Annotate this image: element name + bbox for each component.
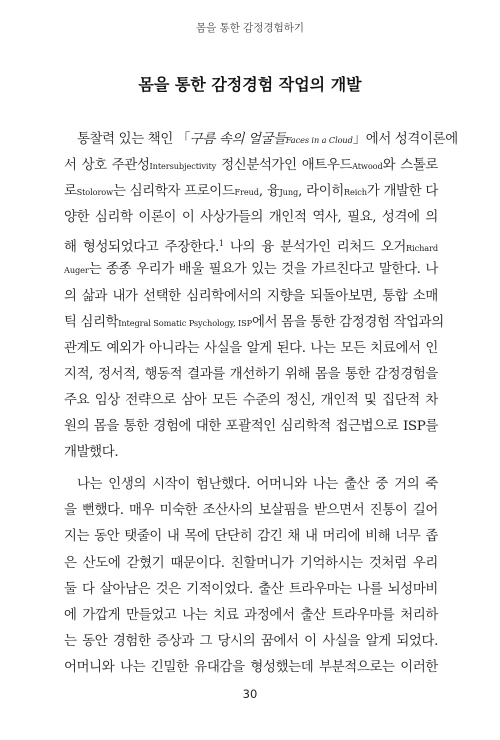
- text-line: 통찰력 있는 책인 「구름 속의 얼굴들Faces in a Cloud」에서 성격이론에: [77, 132, 458, 147]
- text-line: 해 형성되었다고 주장한다.$^1$ 나의 융 분석가인 리처드 오거Richard: [64, 239, 438, 256]
- book-title-english: Faces in a Cloud: [285, 135, 353, 145]
- text-line: 에 가깝게 만들었고 나는 치료 과정에서 출산 트라우마를 처리하: [64, 607, 438, 623]
- text-line: 는 동안 경험한 증상과 그 당시의 꿈에서 이 사실을 알게 되었다.: [64, 633, 438, 649]
- text-line: 개발했다.: [64, 445, 119, 461]
- text-line: 원의 몸을 통한 경험에 대한 포괄적인 심리학적 접근법으로 ISP를: [64, 419, 438, 435]
- english-term: Intersubjectivity: [149, 161, 217, 172]
- text-line: 은 산도에 갇혔기 때문이다. 친할머니가 기억하시는 것처럼 우리: [64, 555, 438, 571]
- book-title: 구름 속의 얼굴들: [189, 132, 286, 147]
- english-term: Reich: [343, 187, 367, 198]
- english-term: Integral Somatic Psychology, ISP: [118, 317, 253, 328]
- text-line: 의 삶과 내가 선택한 심리학에서의 지향을 되돌아보면, 통합 소매: [64, 288, 438, 304]
- text-line: 틱 심리학Integral Somatic Psychology, ISP에서 몸을 통한 감정경험 작업과의: [64, 314, 444, 330]
- english-term: Atwood: [352, 161, 383, 172]
- text-line: 어머니와 나는 긴밀한 유대감을 형성했는데 부분적으로는 이러한: [64, 659, 438, 675]
- english-term: Jung: [279, 187, 299, 198]
- running-header: 몸을 통한 감정경험하기: [195, 22, 305, 34]
- text-line: 나는 인생의 시작이 험난했다. 어머니와 나는 출산 중 거의 죽: [77, 477, 438, 493]
- text-line: 둘 다 살아남은 것은 기적이었다. 출산 트라우마는 나를 뇌성마비: [64, 581, 438, 597]
- text-line: 주요 임상 전략으로 삼아 모든 수준의 정신, 개인적 및 집단적 차: [64, 392, 438, 408]
- paragraph-1: [64, 127, 458, 466]
- english-term: Auger: [64, 265, 89, 276]
- body-text: [64, 127, 458, 681]
- text-line: 관계도 예외가 아니라는 사실을 알게 된다. 나는 모든 치료에서 인: [64, 340, 438, 356]
- text-line: 로Stolorow는 심리학자 프로이드Freud, 융Jung, 라이히Reich가 개발한 다: [64, 184, 438, 200]
- text-line: 을 뻔했다. 매우 미숙한 조산사의 보살핌을 받으면서 진통이 길어: [64, 503, 438, 519]
- text-line: Auger는 종종 우리가 배울 필요가 있는 것을 가르친다고 말한다. 나: [64, 262, 438, 278]
- text-line: 양한 심리학 이론이 이 사상가들의 개인적 역사, 필요, 성격에 의: [64, 210, 438, 226]
- text-line: 지적, 정서적, 행동적 결과를 개선하기 위해 몸을 통한 감정경험을: [64, 366, 438, 382]
- page-number: 30: [242, 687, 258, 701]
- paragraph-2: [64, 472, 438, 681]
- chapter-title: 몸을 통한 감정경험 작업의 개발: [138, 75, 362, 94]
- english-term: Stolorow: [76, 187, 114, 198]
- english-term: Freud: [234, 187, 259, 198]
- english-term: Richard: [406, 243, 438, 254]
- text-line: 서 상호 주관성Intersubjectivity 정신분석가인 애트우드Atwood와 스톨로: [64, 158, 438, 174]
- text-line: 지는 동안 탯줄이 내 목에 단단히 감긴 채 내 머리에 비해 너무 좁: [64, 529, 438, 545]
- footnote-marker: 1: [218, 239, 224, 249]
